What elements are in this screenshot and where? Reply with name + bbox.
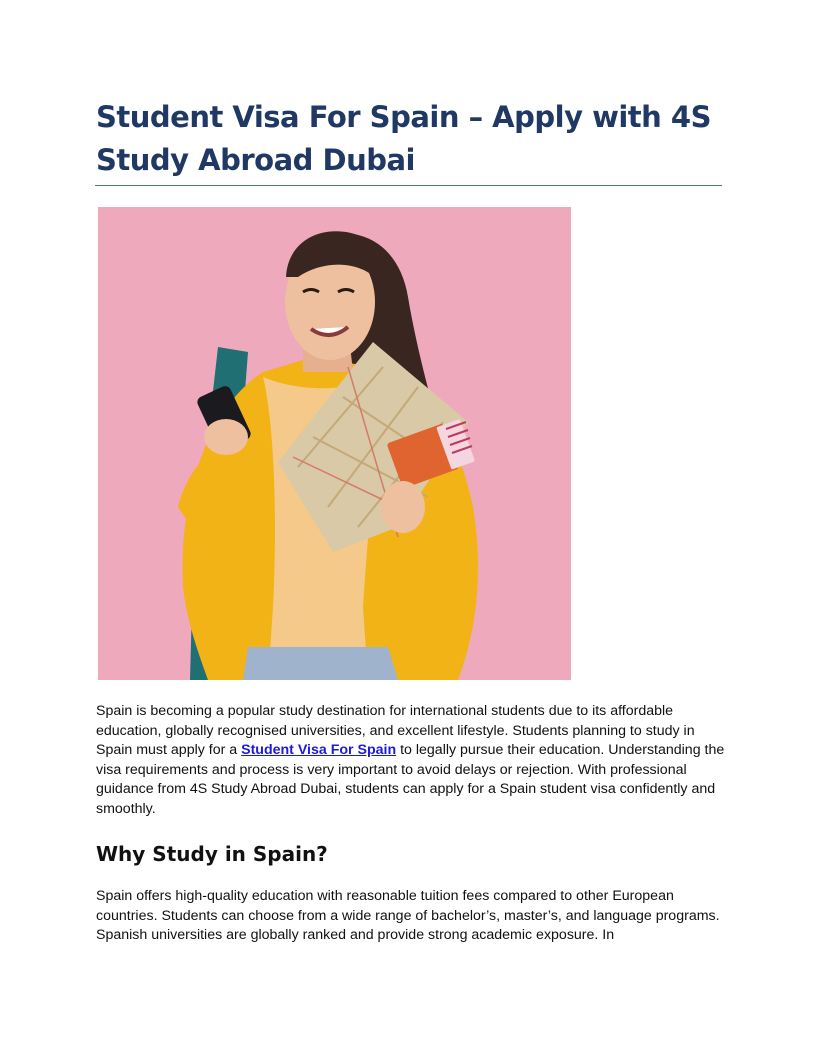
jeans xyxy=(243,647,398,680)
page-title: Student Visa For Spain – Apply with 4S Study Abroad Dubai xyxy=(96,100,711,177)
intro-text-before-link: Spain is becoming a popular study destination for international students due to its affordable education, globally recognised universities, and excellent lifestyle. Students planning to study in Spain must apply for a xyxy=(96,703,695,759)
section-heading: Why Study in Spain? xyxy=(96,842,328,866)
intro-paragraph xyxy=(96,702,726,820)
intro-text-after-link: to legally pursue their education. Understanding the visa requirements and process is very important to avoid delays or rejection. With professional guidance from 4S Study Abroad Dubai, students can apply for a Spain student visa confidently and smoothly. xyxy=(96,742,725,817)
title-divider xyxy=(95,185,722,186)
student-visa-link[interactable]: Student Visa For Spain xyxy=(241,742,397,759)
student-photo xyxy=(98,207,571,680)
section-paragraph: Spain offers high-quality education with reasonable tuition fees compared to other European countries. Students can choose from a wide range of bachelor’s, master’s, and language programs. Spanish universities are globally ranked and provide strong academic exposure. In xyxy=(96,888,720,944)
